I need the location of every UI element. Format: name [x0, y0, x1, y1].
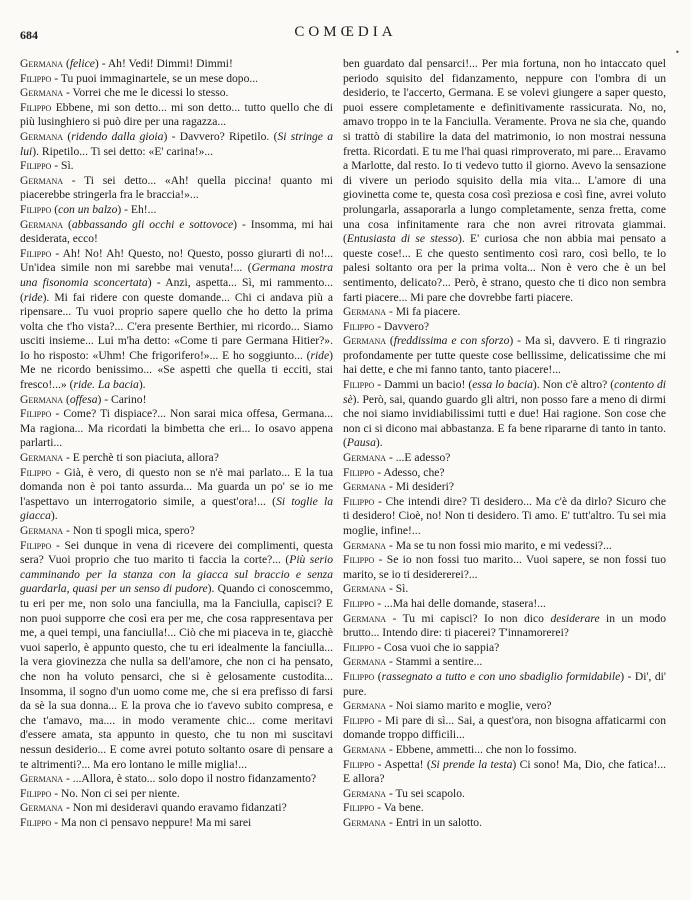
line-text: . Ripetilo... Ti sei detto: «E' carina!»...: [36, 144, 214, 158]
speaker-name: Germana: [20, 173, 64, 187]
line-text: ).: [375, 436, 383, 450]
line-text: Ebbene, mi son detto... mi son detto... tutto quello che di più lusinghiero si può dire per una ragazza...: [20, 100, 333, 129]
line-text: - ...Allora, è stato... solo dopo il nostro fidanzamento?: [63, 772, 317, 786]
page-header: [0, 22, 691, 42]
line-text: ).: [50, 509, 58, 523]
line-text: - Ma non ci pensavo neppure! Ma mi sarei: [51, 815, 252, 829]
stage-direction: offesa: [69, 392, 98, 406]
speaker-name: Filippo: [343, 465, 375, 479]
stage-direction: con un balzo: [58, 202, 118, 216]
dialogue-line: Germana (felice) - Ah! Vedi! Dimmi! Dimmi!: [20, 57, 233, 70]
line-text: - Davvero? Ripetilo.: [167, 129, 270, 143]
dialogue-line: [20, 816, 333, 831]
stage-direction: ride: [23, 290, 43, 304]
line-text: ). Quando ci conoscemmo, tu eri per me, non solo una fanciulla, ma la Fanciulla, capisci? E non puoi supporre che così era per me, che cosa rappresentava per me, a quei tempi, una fanciulla!... Ciò che mi piaceva in te, giacchè vuoi saperlo, è appunto questo, che tu eri idealmente la fanciulla... la vera giovinezza che nulla sa dell'amore, che non ci ha pensato, che non ha voluto pensarci, che si è gelosamente custodita... Insomma, il sogno d'un uomo come me, che si era prefisso di farsi da sè la sua donna... E la prova che io t'avevo subito compresa, e che t'amavo, ma.... in modo veramente chic... come meritavi d'essere amata, sta appunto in questo, che tu non mi suscitavi nessun desiderio... E come avrei potuto soltanto osare di pensare a te altrimenti?... Ma ero lontano le mille miglia!...: [20, 582, 333, 771]
line-text: - No. Non ci sei per niente.: [51, 786, 180, 800]
line-text: - Vorrei che me le dicessi lo stesso.: [63, 86, 229, 100]
speaker-name: Filippo: [343, 669, 375, 683]
speaker-name: Filippo: [343, 494, 375, 508]
line-text: - ...Ma hai delle domande, stasera!...: [374, 596, 546, 610]
speaker-name: Filippo: [343, 319, 375, 333]
dialogue-line: [343, 816, 666, 831]
line-text: - Ti sei detto... «Ah! quella piccina! quanto mi piacerebbe stringerla fra le braccia!»...: [20, 173, 333, 202]
dialogue-line: [343, 597, 666, 612]
line-text: - Se io non fossi tuo marito... Vuoi sapere, se non fossi tuo marito, se io ti desidererei?...: [343, 553, 666, 581]
line-text: - Di', di' pure.: [343, 669, 666, 698]
dialogue-line: [343, 612, 666, 641]
stage-direction: Più serio camminando per la stanza con la giacca sul braccio e senza guardarla, quasi per un senso di pudore: [20, 553, 333, 596]
line-text: - ...E adesso?: [386, 451, 451, 465]
speaker-name: Filippo: [20, 786, 52, 800]
line-text: - Ebbene, ammetti... che non lo fossimo.: [386, 742, 577, 756]
speaker-name: Germana: [343, 815, 387, 829]
speaker-name: Germana: [20, 392, 64, 406]
dialogue-line: Filippo (con un balzo) - Eh!...: [20, 202, 157, 216]
line-text: ben guardato dal pensarci!... Per mia fortuna, non ho intaccato quel periodo squisito del fidanzamento, neppure con l'ombra di un desiderio, te l'accerto, Germana. E se volevi giungere a saper questo, puoi essere completamente e definitivamente rassicurata. No, no, amavo troppo in te la Fanciulla. Veramente. Prova ne sia che, quando si trattò di stabilire la data del matrimonio, io non mostrai nessuna fretta. Ricordati. E tu me l'hai quasi rimproverato, mi pare... Eravamo a Marlotte, dal resto. Io ti vedevo tutto il giorno. Avevo la sensazione di vivere un periodo squisito della mia vita... L'amore di una giovinetta come te, questa cosa così preziosa e così fine, avrei voluto prolungarla, assaporarla a lungo completamente, senza fretta, come una cosa infinitamente rara che non avrei ritrovata giammai. (: [343, 57, 666, 246]
dialogue-line: [20, 787, 333, 802]
dialogue-line: [20, 466, 333, 524]
stage-direction: Si toglie la giacca: [20, 494, 333, 523]
stage-direction: ride: [310, 348, 330, 362]
dialogue-line: [20, 407, 333, 451]
speaker-name: Filippo: [20, 246, 52, 260]
dialogue-line: [343, 320, 666, 335]
line-text: - Sì.: [386, 582, 409, 596]
speaker-name: Germana: [343, 611, 387, 625]
speaker-name: Germana: [20, 217, 64, 231]
speaker-name: Filippo: [20, 407, 52, 421]
speaker-name: Germana: [20, 86, 64, 100]
stage-direction: contento di sè: [343, 378, 666, 406]
dialogue-line: [343, 57, 666, 305]
line-text: - Cosa vuoi che io sappia?: [374, 640, 500, 654]
dialogue-line: Germana (freddissima e con sforzo) - Ma sì, davvero. E ti ringrazio profondamente per tutte queste cose bellissime, delicatissime che mi hai dette, e che mi fanno tanto, tanto piacere!...: [343, 334, 666, 377]
line-text: ). Però, sai, quando guardo gli altri, non posso fare a meno di dirmi che noi siamo invidiabilissimi tutti e due! Hai ragione. Son cose che non ci si dicono mai abbastanza. E fa bene ripararne di tanto in tanto. (: [343, 392, 666, 450]
line-text: - Tu puoi immaginartele, se un mese dopo...: [51, 71, 259, 85]
dialogue-line: [343, 451, 666, 466]
line-text: - Ah! Vedi! Dimmi! Dimmi!: [98, 57, 233, 70]
speaker-name: Germana: [343, 305, 387, 319]
line-text: ) Ci sono! Ma, Dio, che fatica!... E allora?: [343, 757, 666, 786]
line-text: - Adesso, che?: [374, 465, 445, 479]
speaker-name: Germana: [20, 524, 64, 537]
stage-direction: essa lo bacia: [472, 378, 533, 392]
dialogue-line: [20, 539, 333, 773]
line-text: - Davvero?: [374, 319, 430, 333]
margin-dot: •: [675, 48, 680, 57]
line-text: - Stammi a sentire...: [386, 655, 483, 669]
speaker-name: Filippo: [343, 801, 375, 815]
line-text: ).: [138, 378, 146, 392]
speaker-name: Germana: [20, 129, 64, 143]
dialogue-line: [343, 699, 666, 714]
dialogue-line: [343, 714, 666, 743]
line-text: - Ma sì, davvero. E ti ringrazio profondamente per tutte queste cose bellissime, delicatissime che mi hai dette, e che mi fanno tanto, tanto piacere!...: [343, 334, 666, 377]
line-text: - Che intendi dire? Ti desidero... Ma c'è da dirlo? Sicuro che ti desidero! Cioè, no! Non ti desidero. Ti amo. E' tutt'altro. Tu sei mia moglie, infine!...: [343, 494, 666, 537]
dialogue-line: [343, 641, 666, 656]
speaker-name: Filippo: [20, 815, 52, 829]
dialogue-line: [20, 86, 333, 101]
dialogue-line: [20, 451, 333, 466]
line-text: - Tu mi capisci? Io non dico: [386, 611, 551, 625]
dialogue-line: [343, 743, 666, 758]
speaker-name: Germana: [343, 786, 387, 800]
line-text: ) - Anzi, aspetta... Sì, mi rammento... (: [20, 275, 333, 304]
line-text: - Ah! No! Ah! Questo, no! Questo, posso giurarti di no!... Un'idea simile non mi sarebbe mai venuta!... (: [20, 246, 333, 275]
dialogue-line: [20, 174, 333, 203]
stage-direction: ride. La bacia: [73, 378, 139, 392]
line-text: - Sì.: [51, 159, 74, 173]
dialogue-line: [20, 101, 333, 130]
speaker-name: Filippo: [20, 465, 52, 479]
speaker-name: Germana: [343, 334, 387, 348]
speaker-name: Filippo: [20, 71, 52, 85]
speaker-name: Filippo: [20, 159, 52, 173]
right-column: [343, 57, 666, 830]
dialogue-line: [20, 72, 333, 87]
speaker-name: Germana: [20, 451, 64, 465]
dialogue-line: [343, 539, 666, 554]
line-text: ). Non c'è altro? (: [532, 378, 615, 392]
stage-direction: freddissima e con sforzo: [393, 334, 510, 348]
dialogue-line: [343, 553, 666, 582]
speaker-name: Germana: [343, 451, 387, 465]
dialogue-line: [20, 524, 333, 539]
line-text: - Non ti spogli mica, spero?: [63, 524, 195, 537]
dialogue-line: Germana (ridendo dalla gioia) - Davvero? Ripetilo. (Si stringe a lui). Ripetilo... Ti sei detto: «E' carina!»...: [20, 129, 334, 158]
speaker-name: Germana: [343, 582, 387, 596]
dialogue-line: [343, 582, 666, 597]
speaker-name: Filippo: [20, 538, 52, 552]
line-text: - Entri in un salotto.: [386, 815, 483, 829]
stage-direction: felice: [69, 57, 95, 70]
dialogue-line: [20, 247, 333, 393]
stage-direction: Si stringe a lui: [20, 129, 334, 158]
line-text: - Tu sei scapolo.: [386, 786, 465, 800]
dialogue-line: [20, 801, 333, 816]
line-text: - Mi pare di sì... Sai, a quest'ora, non bisogna affaticarmi con domande troppo difficili...: [343, 713, 666, 742]
dialogue-line: [20, 772, 333, 787]
dialogue-line: [343, 758, 666, 787]
speaker-name: Filippo: [343, 596, 375, 610]
speaker-name: Filippo: [343, 640, 375, 654]
dialogue-line: [343, 495, 666, 539]
line-text: - Come? Ti dispiace?... Non sarai mica offesa, Germana... Ma ragiona... Ma ricordati la bimbetta che eri... Io osavo appena parlarti...: [20, 407, 333, 450]
line-text: - Insomma, mi hai desiderata, ecco!: [20, 217, 333, 246]
dialogue-line: [343, 655, 666, 670]
running-title: COMŒDIA: [294, 24, 397, 40]
line-text: - E perchè ti son piaciuta, allora?: [63, 451, 219, 465]
line-text: - Sei dunque in vena di ricevere dei complimenti, questa sera? Vuoi proprio che tuo marito ti faccia la corte?... (: [20, 538, 333, 567]
speaker-name: Germana: [20, 801, 64, 815]
dialogue-line: [343, 466, 666, 481]
line-text: ). E' curiosa che non abbia mai pensato a queste cose!... E che questo sentimento così raro, così bello, te lo palesi soltanto ora per la prima volta... Non è vero che è un bel sentimento, delicato?... Però, è strano, questo che ti dico non sembra farti piacere... Mi pare che dovrebbe farti piacere.: [343, 232, 666, 304]
line-text: - Noi siamo marito e moglie, vero?: [386, 699, 552, 713]
stage-direction: Germana mostra una fisonomia sconcertata: [20, 261, 334, 289]
line-text: - Dammi un bacio! (: [374, 378, 473, 392]
line-text: - Mi desideri?: [386, 480, 454, 494]
stage-direction: Entusiasta di se stesso: [346, 232, 458, 246]
line-text: - Ma se tu non fossi mio marito, e mi vedessi?...: [386, 538, 612, 552]
dialogue-line: [343, 305, 666, 320]
dialogue-line: Germana (abbassando gli occhi e sottovoce) - Insomma, mi hai desiderata, ecco!: [20, 217, 333, 246]
dialogue-line: Germana (offesa) - Carino!: [20, 392, 147, 406]
dialogue-line: [343, 801, 666, 816]
speaker-name: Germana: [343, 742, 387, 756]
speaker-name: Germana: [20, 57, 64, 70]
line-text: ) Me ne ricordo benissimo... «Se aspetti che quella ti ecciti, stai fresco!...» (: [20, 348, 333, 392]
stage-direction: Pausa: [346, 436, 376, 450]
stage-direction: Si prende la testa: [430, 757, 513, 771]
line-text: - Mi fa piacere.: [386, 305, 461, 319]
stage-direction: ridendo dalla gioia: [71, 129, 164, 143]
page-number: 684: [20, 28, 38, 42]
speaker-name: Germana: [20, 772, 64, 786]
speaker-name: Filippo: [343, 553, 375, 567]
speaker-name: Filippo: [20, 202, 52, 216]
speaker-name: Germana: [343, 699, 387, 713]
line-text: - Già, è vero, di questo non se n'è mai parlato... E la tua domanda non è poi tanto assurda... Ma guarda un po' se io me l'aspettavo un interrogatorio simile, a quest'ora!... (: [20, 465, 333, 508]
dialogue-line: Filippo (rassegnato a tutto e con uno sbadiglio formidabile) - Di', di' pure.: [343, 669, 666, 698]
speaker-name: Filippo: [343, 378, 375, 392]
left-column: [20, 57, 333, 830]
stage-direction: rassegnato a tutto e con uno sbadiglio formidabile: [381, 669, 621, 683]
dialogue-line: [343, 480, 666, 495]
line-text: - Non mi desideravi quando eravamo fidanzati?: [63, 801, 287, 815]
line-text: - Eh!...: [121, 202, 157, 216]
dialogue-line: [20, 159, 333, 174]
speaker-name: Filippo: [20, 100, 52, 114]
line-text: ). Mi fai ridere con queste domande... Chi ci andava più a ripensare... Tu vuoi proprio sapere quello che ho detto la prima volta che t'ho vista?... C'era presente Berthier, mi ricordo... Siamo usciti insieme... Lui m'ha detto: «Come ti pare Germana Hitier?». Io ho risposto: «Uhm! Che frigorifero!»... E ho soggiunto... (: [20, 290, 333, 362]
line-text: in un modo brutto... Intendo dire: ti piacerei? T'innamorerei?: [343, 611, 666, 640]
speaker-name: Filippo: [343, 757, 375, 771]
line-text: - Va bene.: [374, 801, 424, 815]
speaker-name: Germana: [343, 538, 387, 552]
line-text: - Aspetta! (: [374, 757, 431, 771]
speaker-name: Germana: [343, 655, 387, 669]
stage-direction: abbassando gli occhi e sottovoce: [71, 217, 234, 231]
dialogue-line: [343, 378, 666, 451]
stage-direction: desiderare: [550, 611, 600, 625]
line-text: - Carino!: [101, 392, 147, 406]
speaker-name: Filippo: [343, 713, 375, 727]
dialogue-line: [343, 787, 666, 802]
speaker-name: Germana: [343, 480, 387, 494]
